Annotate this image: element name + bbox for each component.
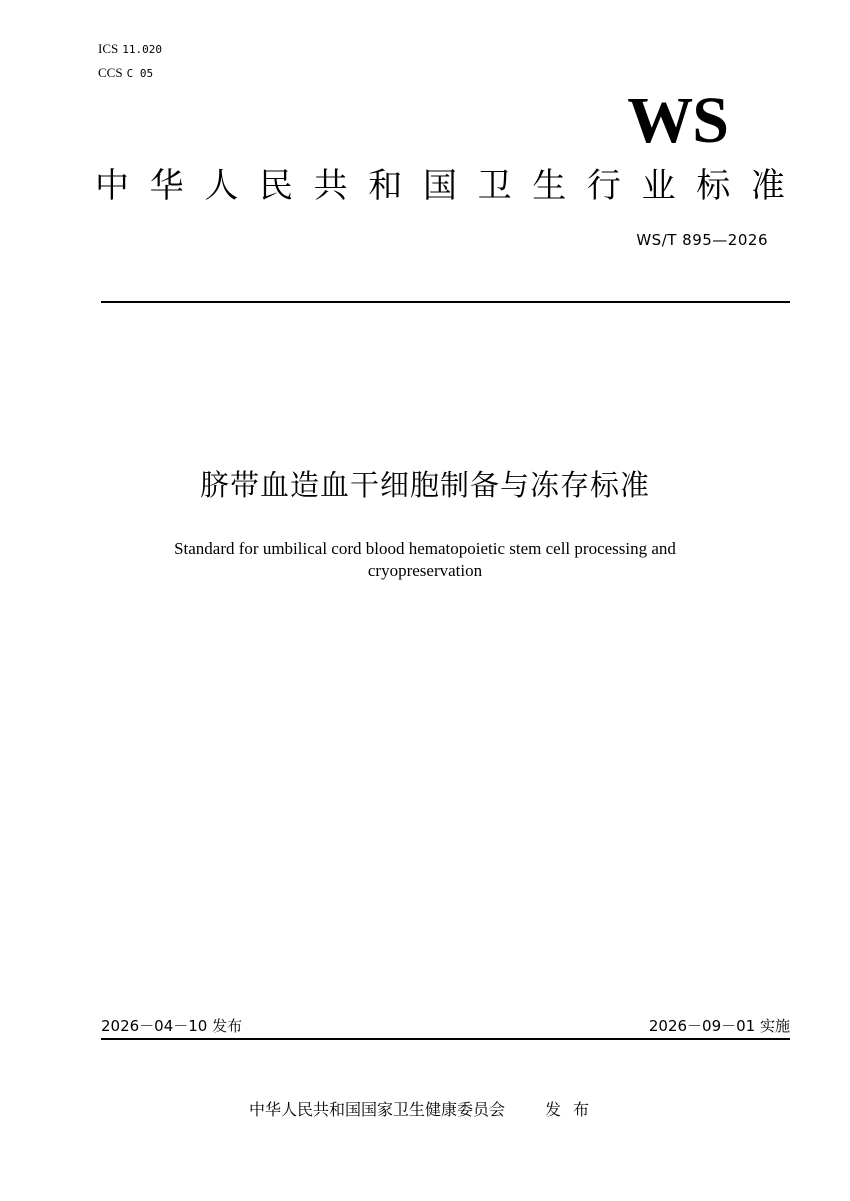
standard-title-char: 业: [641, 166, 676, 206]
ccs-line: [98, 66, 153, 81]
issuer-name: 中华人民共和国国家卫生健康委员会: [248, 1100, 505, 1119]
ccs-code: C 05: [126, 67, 154, 80]
standard-title-char: 共: [313, 166, 348, 206]
ics-line: [98, 42, 162, 57]
standard-title-char: 行: [586, 166, 621, 206]
document-title-en: [120, 538, 730, 582]
issuer-line: [0, 1098, 850, 1122]
standard-number: WS/T 895—2026: [636, 231, 768, 249]
implementation-date: 2026－09－01 实施: [648, 1017, 790, 1035]
standard-title-char: 标: [696, 166, 731, 206]
top-divider: [101, 301, 790, 303]
standard-title-char: 人: [204, 166, 239, 206]
document-title-en-line2: cryopreservation: [367, 561, 483, 580]
standard-title-char: 民: [258, 166, 293, 206]
bottom-divider: [101, 1038, 790, 1040]
standard-title-char: 和: [368, 166, 403, 206]
standard-title-char: 华: [149, 166, 184, 206]
standard-title-char: 国: [422, 166, 457, 206]
document-title-en-line1: Standard for umbilical cord blood hematopoietic stem cell processing and: [174, 539, 676, 558]
issuer-action: 发布: [545, 1100, 602, 1119]
ccs-label: CCS: [98, 65, 123, 80]
standard-title-char: 生: [532, 166, 567, 206]
standard-title: [95, 166, 785, 206]
standard-title-char: 卫: [477, 166, 512, 206]
document-title-zh: 脐带血造血干细胞制备与冻存标准: [199, 468, 650, 502]
ics-code: 11.020: [122, 43, 162, 56]
ics-label: ICS: [98, 41, 119, 56]
issue-date: 2026－04－10 发布: [101, 1017, 243, 1035]
standard-title-char: 中: [95, 166, 129, 206]
standard-title-char: 准: [750, 166, 785, 206]
ws-logo: WS: [627, 84, 728, 157]
